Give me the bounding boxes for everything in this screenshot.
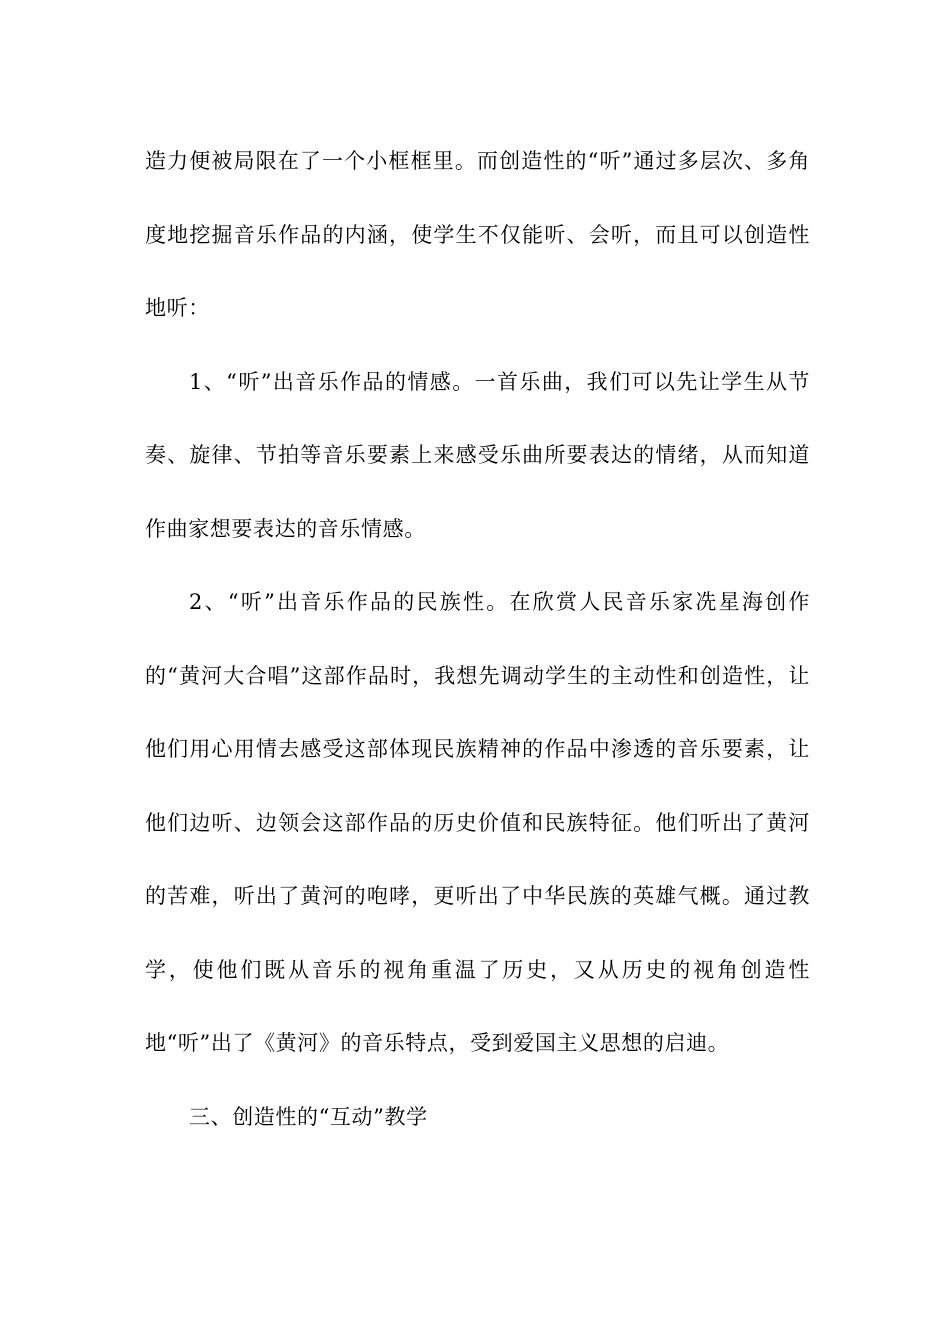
paragraph-point-1: 1、“听”出音乐作品的情感。一首乐曲，我们可以先让学生从节奏、旋律、节拍等音乐要素上来感受乐曲所要表达的情绪，从而知道作曲家想要表达的音乐情感。 — [145, 369, 810, 541]
paragraph-point-2: 2、“听”出音乐作品的民族性。在欣赏人民音乐家冼星海创作的“黄河大合唱”这部作品时，我想先调动学生的主动性和创造性，让他们用心用情去感受这部体现民族精神的作品中渗透的音乐要素，让他们边听、边领会这部作品的历史价值和民族特征。他们听出了黄河的苦难，听出了黄河的咆哮，更听出了中华民族的英雄气概。通过教学，使他们既从音乐的视角重温了历史，又从历史的视角创造性地“听”出了《黄河》的音乐特点，受到爱国主义思想的启迪。 — [145, 590, 810, 1055]
section-heading-3: 三、创造性的“互动”教学 — [189, 1104, 428, 1129]
document-body — [145, 125, 810, 1154]
paragraph-continuation: 造力便被局限在了一个小框框里。而创造性的“听”通过多层次、多角度地挖掘音乐作品的内涵，使学生不仅能听、会听，而且可以创造性地听： — [145, 149, 810, 320]
